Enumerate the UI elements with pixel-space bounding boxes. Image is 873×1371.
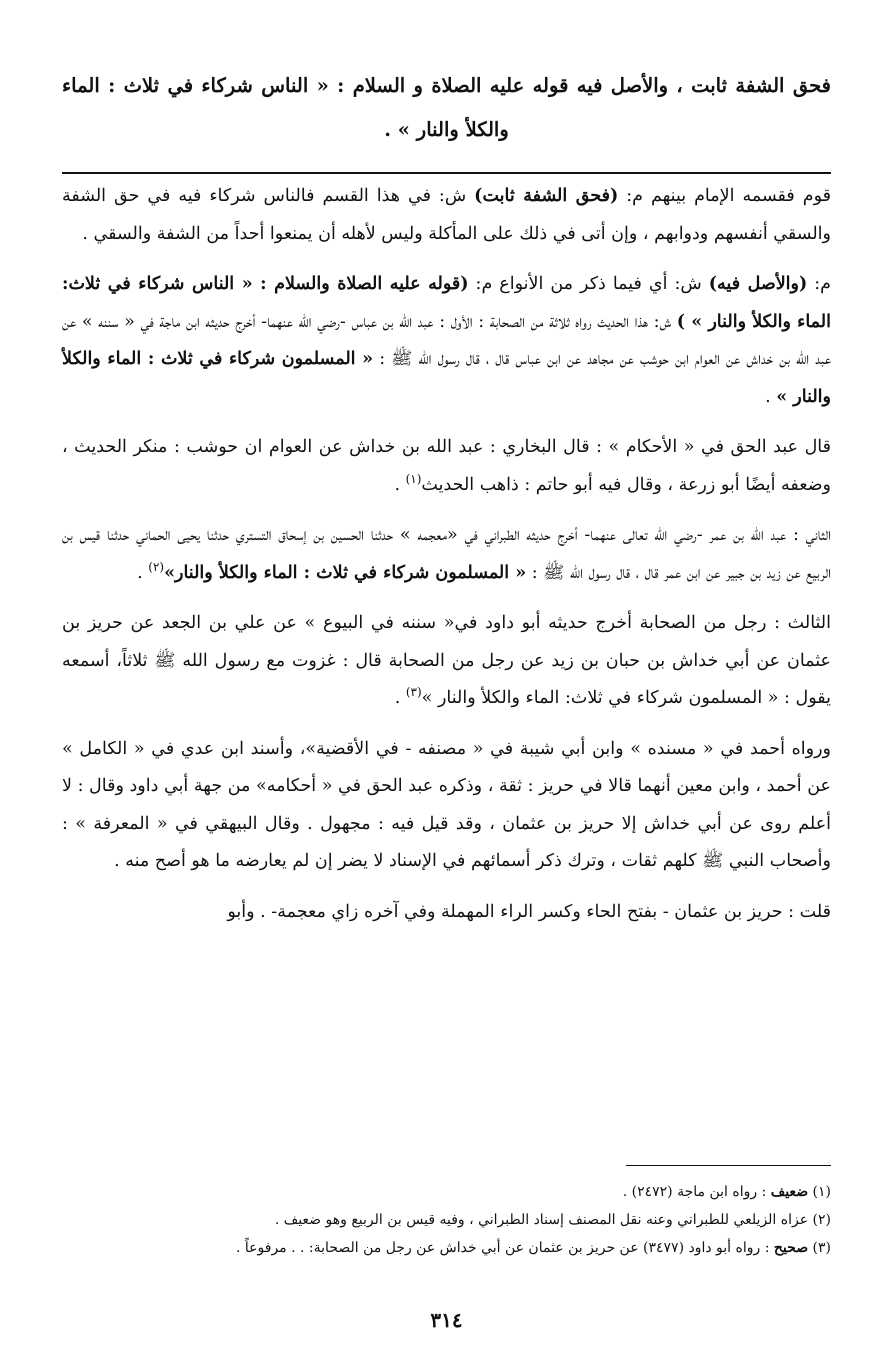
footnote-ref-3[interactable]: (٣) — [405, 685, 422, 700]
paragraph-5: الثالث : رجل من الصحابة أخرج حديثه أبو داود في« سننه في البيوع » عن علي بن الجعد عن حريز بن عثمان عن أبي خداش بن حبان بن زيد عن رجل من الصحابة قال : غزوت مع رسول الله ﷺ ثلاثاً، أسمعه يقول : « المسلمون شركاء في ثلاث: الماء والكلأ والنار »$^{(٣)}$ . — [62, 613, 832, 708]
paragraph-2: م: (والأصل فيه) ش: أي فيما ذكر من الأنواع م: (قوله عليه الصلاة والسلام : « الناس شركاء في ثلاث: الماء والكلأ والنار » ) ش: هذا الحديث رواه ثلاثة من الصحابة : الأول : عبد الله بن عباس -رضي الله عنهما- أخرج حديثه ابن ماجة في « سننه » عن عبد الله بن خداش عن العوام ابن حوشب عن مجاهد عن ابن عباس قال ، قال رسول الله ﷺ : « المسلمون شركاء في ثلاث : الماء والكلأ والنار » . — [62, 274, 832, 407]
paragraph-4: الثاني : عبد الله بن عمر -رضي الله تعالى عنهما- أخرج حديثه الطبراني في «معجمه » حدثنا الحسين بن إسحاق التستري حدثنا يحيى الحماني حدثنا قيس بن الربيع عن زيد بن جبير عن ابن عمر قال ، قال رسول الله ﷺ : « المسلمون شركاء في ثلاث : الماء والكلأ والنار»$^{(٢)}$ . — [62, 525, 831, 583]
footnote-divider — [626, 1165, 831, 1166]
commentary-body — [62, 178, 831, 931]
footnote-1: (١) ضعيف : رواه ابن ماجة (٢٤٧٢) . — [622, 1184, 831, 1200]
footnote-ref-1[interactable]: (١) — [405, 471, 422, 486]
footnote-2: (٢) عزاه الزيلعي للطبراني وعنه نقل المصنف إسناد الطبراني ، وفيه قيس بن الربيع وهو ضعيف . — [274, 1212, 831, 1228]
paragraph-7: قلت : حريز بن عثمان - بفتح الحاء وكسر الراء المهملة وفي آخره زاي معجمة- . وأبو — [227, 901, 831, 922]
footnote-ref-2[interactable]: (٢) — [148, 559, 165, 574]
paragraph-6: ورواه أحمد في « مسنده » وابن أبي شيبة في « مصنفه - في الأقضية»، وأسند ابن عدي في « الكامل » عن أحمد ، وابن معين أنهما قالا في حريز : ثقة ، وذكره عبد الحق في « أحكامه» من جهة أبي داود وقال : لا أعلم روى عن أبي خداش إلا حريز بن عثمان ، وقد قيل فيه : مجهول . وقال البيهقي في « المعرفة » : وأصحاب النبي ﷺ كلهم ثقات ، وترك ذكر أسمائهم في الإسناد لا يضر إن لم يعارضه ما هو أصح منه . — [62, 738, 831, 871]
footnote-3: (٣) صحيح : رواه أبو داود (٣٤٧٧) عن حريز بن عثمان عن أبي خداش عن رجل من الصحابة: . . مرفوعاً . — [236, 1240, 831, 1256]
matn-heading: فحق الشفة ثابت ، والأصل فيه قوله عليه الصلاة و السلام : « الناس شركاء في ثلاث : الماء والكلأ والنار » . — [62, 74, 831, 141]
page-number: ٣١٤ — [430, 1308, 463, 1332]
top-divider — [62, 172, 831, 174]
page — [62, 0, 831, 1371]
footnotes — [62, 1178, 831, 1262]
paragraph-1: قوم فقسمه الإمام بينهم م: (فحق الشفة ثابت) ش: في هذا القسم فالناس شركاء فيه في حق الشفة والسقي أنفسهم ودوابهم ، وإن أتى في ذلك على المأكلة وليس لأهله أن يمنعوا أحداً من الشفة والسقي . — [62, 186, 831, 244]
paragraph-3: قال عبد الحق في « الأحكام » : قال البخاري : عبد الله بن خداش عن العوام ان حوشب : منكر الحديث ، وضعفه أيضًا أبو زرعة ، وقال فيه أبو حاتم : ذاهب الحديث$^{(١)}$ . — [62, 437, 831, 495]
